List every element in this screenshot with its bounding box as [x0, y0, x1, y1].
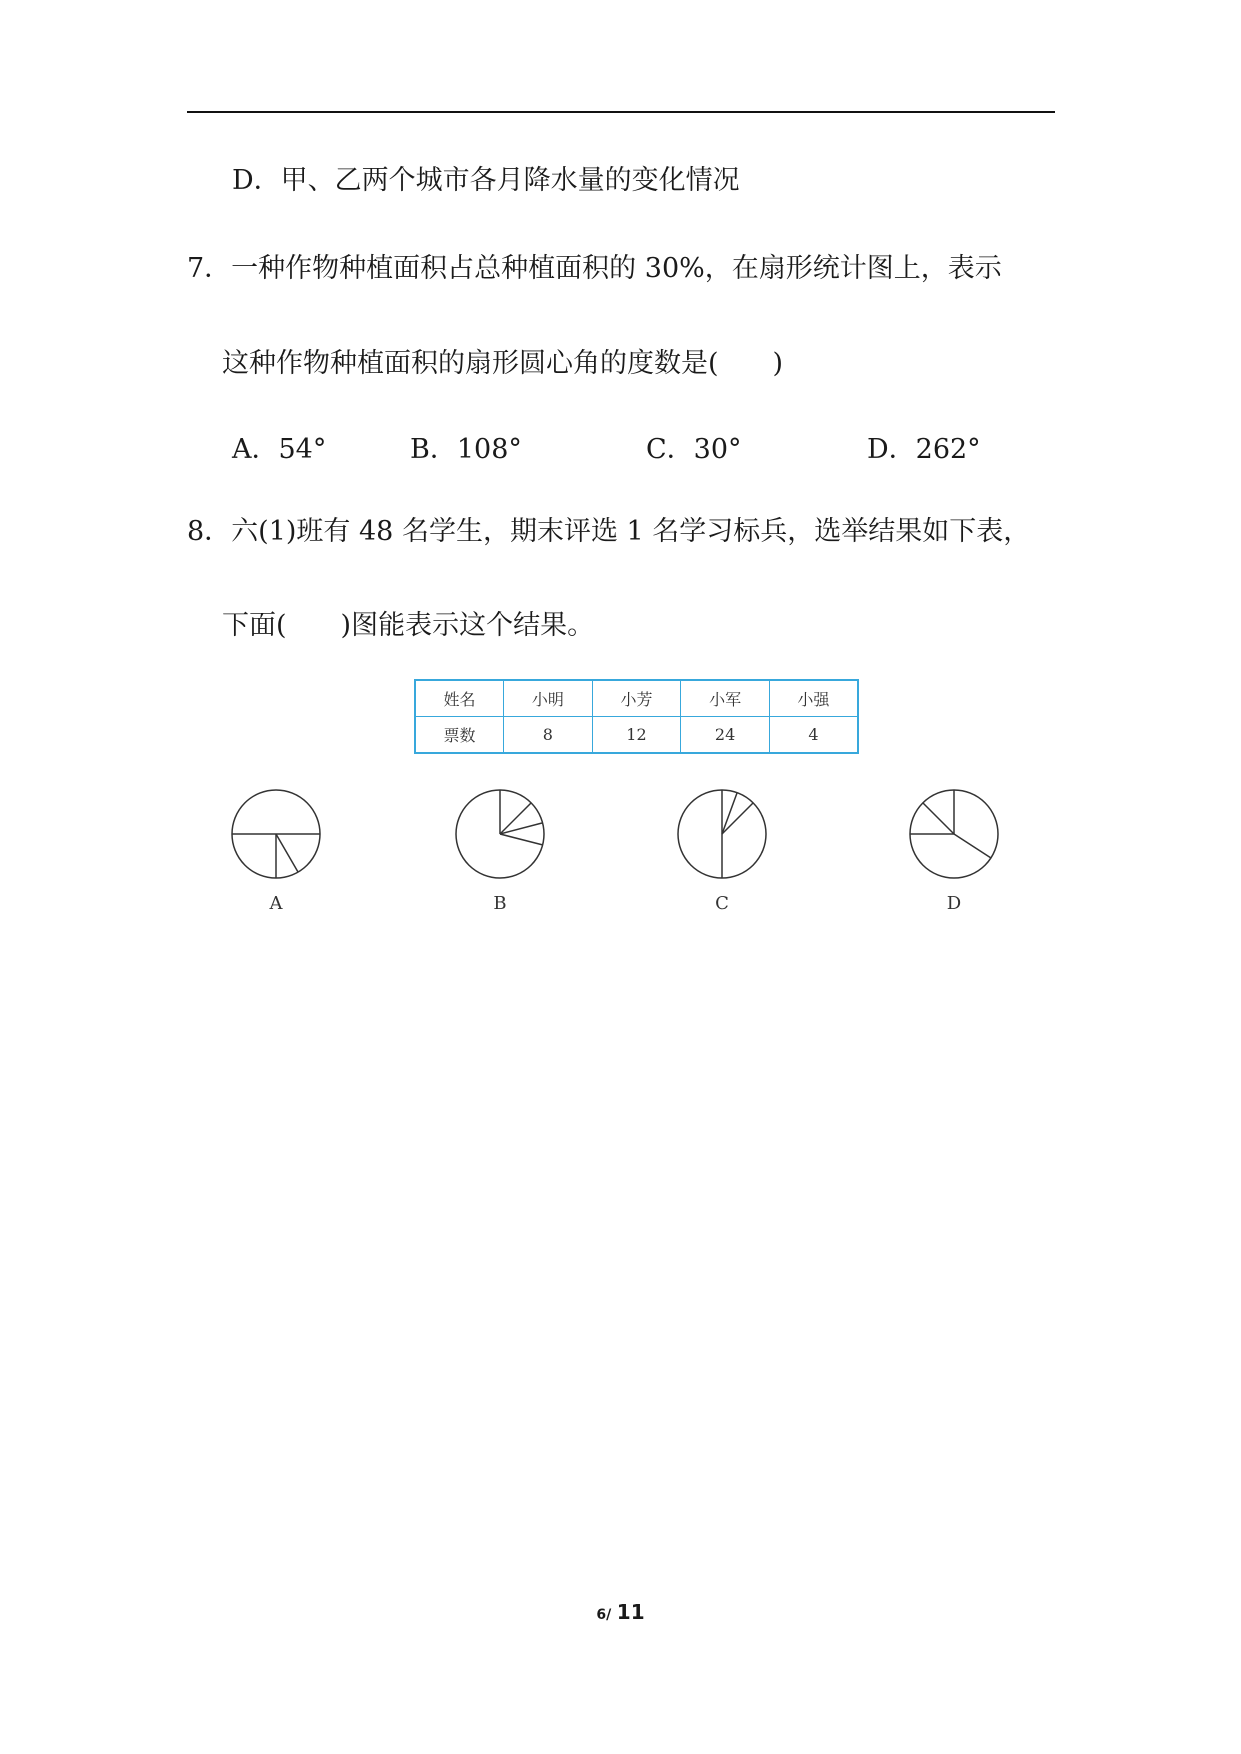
- table-cell: 12: [592, 717, 681, 754]
- q8-text-line1: 8．六(1)班有 48 名学生，期末评选 1 名学习标兵，选举结果如下表，: [187, 516, 1031, 547]
- pie-option-a: [228, 786, 324, 882]
- q6-option-d: D．甲、乙两个城市各月降水量的变化情况: [232, 165, 740, 196]
- pie-option-b: [452, 786, 548, 882]
- pie-d-graphic: [906, 786, 1002, 882]
- table-cell: 小明: [504, 680, 593, 717]
- page-separator: /: [606, 1607, 612, 1623]
- total-pages: 11: [616, 1600, 645, 1624]
- q7-option-c: C．30°: [646, 434, 742, 465]
- q8-text-line2: 下面( )图能表示这个结果。: [222, 610, 595, 641]
- votes-table: [414, 679, 859, 754]
- header-rule: [187, 111, 1055, 113]
- table-cell: 姓名: [415, 680, 504, 717]
- pie-b-graphic: [452, 786, 548, 882]
- q7-option-b: B．108°: [410, 434, 522, 465]
- table-cell: 24: [681, 717, 770, 754]
- page-number: [0, 1600, 1241, 1624]
- q7-text-line2: 这种作物种植面积的扇形圆心角的度数是( ): [222, 348, 784, 379]
- table-cell: 8: [504, 717, 593, 754]
- table-cell: 小芳: [592, 680, 681, 717]
- q7-option-d: D．262°: [867, 434, 981, 465]
- pie-label-a: A: [269, 893, 283, 914]
- table-cell: 小军: [681, 680, 770, 717]
- pie-c-graphic: [674, 786, 770, 882]
- pie-label-b: B: [493, 893, 507, 914]
- pie-option-c: [674, 786, 770, 882]
- pie-label-c: C: [715, 893, 729, 914]
- table-row: [415, 680, 858, 717]
- table-cell: 4: [769, 717, 858, 754]
- pie-a-graphic: [228, 786, 324, 882]
- pie-option-d: [906, 786, 1002, 882]
- current-page: 6: [596, 1607, 607, 1623]
- pie-label-d: D: [946, 893, 962, 914]
- table-cell: 票数: [415, 717, 504, 754]
- table-row: [415, 717, 858, 754]
- q7-text-line1: 7．一种作物种植面积占总种植面积的 30%，在扇形统计图上，表示: [187, 253, 1002, 284]
- q7-option-a: A．54°: [232, 434, 327, 465]
- table-cell: 小强: [769, 680, 858, 717]
